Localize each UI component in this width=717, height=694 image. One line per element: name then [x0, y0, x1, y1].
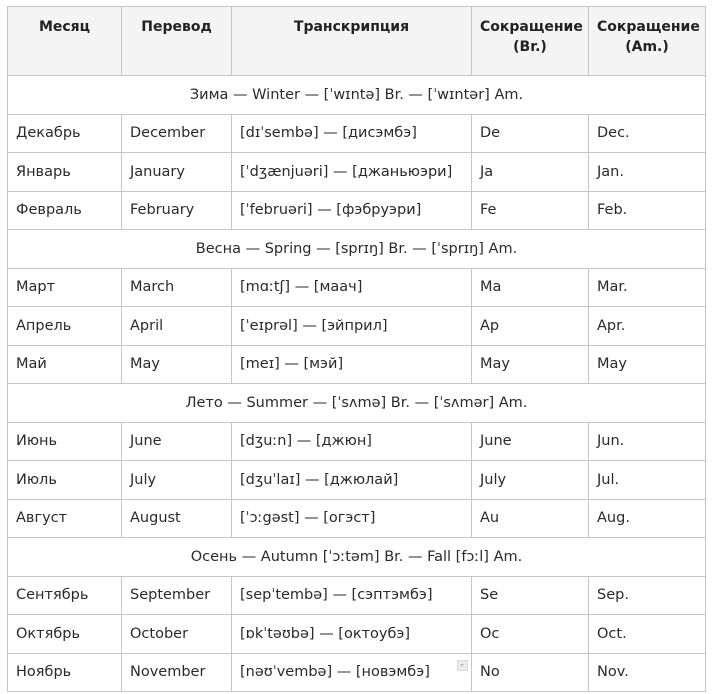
cell-abbr-br: Fe	[472, 191, 589, 230]
cell-abbr-br: Ja	[472, 153, 589, 192]
season-title: Осень — Autumn [ˈɔːtəm] Br. — Fall [fɔːl] Am.	[8, 538, 706, 577]
cell-abbr-br: Oc	[472, 615, 589, 654]
season-row-winter	[8, 76, 706, 115]
table-row	[8, 153, 706, 192]
header-abbr-am: Сокращение (Am.)	[589, 7, 706, 76]
cell-abbr-am: Jul.	[589, 461, 706, 500]
cell-abbr-br: July	[472, 461, 589, 500]
cell-month-ru: Февраль	[8, 191, 122, 230]
cell-transcription: [dɪˈsembə] — [дисэмбэ]	[232, 114, 472, 153]
table-row	[8, 191, 706, 230]
cell-month-en: November	[122, 653, 232, 692]
table-row	[8, 307, 706, 346]
table-row	[8, 576, 706, 615]
cell-transcription: [ˈfebruəri] — [фэбруэри]	[232, 191, 472, 230]
table-row	[8, 114, 706, 153]
cell-transcription: [ɒkˈtəʊbə] — [октоубэ]	[232, 615, 472, 654]
table-row	[8, 653, 706, 692]
cell-abbr-am: Dec.	[589, 114, 706, 153]
cell-month-ru: Декабрь	[8, 114, 122, 153]
cell-month-en: April	[122, 307, 232, 346]
table-row	[8, 615, 706, 654]
months-table	[7, 6, 706, 692]
cell-month-ru: Апрель	[8, 307, 122, 346]
season-title: Весна — Spring — [sprɪŋ] Br. — [ˈsprɪŋ] Am.	[8, 230, 706, 269]
cell-abbr-br: No	[472, 653, 589, 692]
cell-abbr-am: May	[589, 345, 706, 384]
cell-abbr-am: Nov.	[589, 653, 706, 692]
table-row	[8, 268, 706, 307]
cell-abbr-br: May	[472, 345, 589, 384]
cell-abbr-am: Jun.	[589, 422, 706, 461]
cell-transcription: [dʒuːn] — [джюн]	[232, 422, 472, 461]
header-translation: Перевод	[122, 7, 232, 76]
table-row	[8, 499, 706, 538]
header-month: Месяц	[8, 7, 122, 76]
cell-month-ru: Март	[8, 268, 122, 307]
cell-month-en: January	[122, 153, 232, 192]
cell-month-ru: Ноябрь	[8, 653, 122, 692]
season-row-summer	[8, 384, 706, 423]
cell-transcription: [meɪ] — [мэй]	[232, 345, 472, 384]
cell-month-en: May	[122, 345, 232, 384]
cell-abbr-am: Feb.	[589, 191, 706, 230]
cell-abbr-br: Ma	[472, 268, 589, 307]
cell-month-en: September	[122, 576, 232, 615]
table-row	[8, 345, 706, 384]
cell-transcription: [mɑːtʃ] — [маач]	[232, 268, 472, 307]
cell-month-ru: Июнь	[8, 422, 122, 461]
cell-month-ru: Август	[8, 499, 122, 538]
season-title: Зима — Winter — [ˈwɪntə] Br. — [ˈwɪntər] Am.	[8, 76, 706, 115]
cell-menu-icon[interactable]	[457, 660, 468, 671]
table-row	[8, 422, 706, 461]
cell-month-en: February	[122, 191, 232, 230]
cell-transcription: [nəʊˈvembə] — [новэмбэ]	[240, 664, 430, 681]
cell-month-en: October	[122, 615, 232, 654]
cell-transcription: [ˈdʒænjuəri] — [джаньюэри]	[232, 153, 472, 192]
header-abbr-br: Сокращение (Br.)	[472, 7, 589, 76]
cell-month-ru: Июль	[8, 461, 122, 500]
cell-transcription: [ˈeɪprəl] — [эйприл]	[232, 307, 472, 346]
cell-abbr-am: Oct.	[589, 615, 706, 654]
cell-abbr-br: Au	[472, 499, 589, 538]
cell-abbr-br: Se	[472, 576, 589, 615]
header-transcription: Транскрипция	[232, 7, 472, 76]
cell-abbr-am: Aug.	[589, 499, 706, 538]
cell-month-en: March	[122, 268, 232, 307]
cell-transcription: [sepˈtembə] — [сэптэмбэ]	[232, 576, 472, 615]
cell-month-ru: Май	[8, 345, 122, 384]
season-title: Лето — Summer — [ˈsʌmə] Br. — [ˈsʌmər] Am.	[8, 384, 706, 423]
cell-abbr-am: Jan.	[589, 153, 706, 192]
cell-month-ru: Сентябрь	[8, 576, 122, 615]
cell-month-en: August	[122, 499, 232, 538]
cell-abbr-am: Sep.	[589, 576, 706, 615]
cell-abbr-am: Mar.	[589, 268, 706, 307]
table-body	[8, 76, 706, 692]
header-row	[8, 7, 706, 76]
cell-abbr-br: June	[472, 422, 589, 461]
cell-abbr-am: Apr.	[589, 307, 706, 346]
months-table-container	[7, 6, 705, 692]
cell-transcription: [ˈɔːgəst] — [огэст]	[232, 499, 472, 538]
table-row	[8, 461, 706, 500]
cell-month-ru: Январь	[8, 153, 122, 192]
cell-transcription: [dʒuˈlaɪ] — [джюлай]	[232, 461, 472, 500]
cell-abbr-br: Ap	[472, 307, 589, 346]
season-row-spring	[8, 230, 706, 269]
cell-transcription-container	[232, 653, 472, 692]
table-header	[8, 7, 706, 76]
cell-month-ru: Октябрь	[8, 615, 122, 654]
cell-abbr-br: De	[472, 114, 589, 153]
cell-month-en: June	[122, 422, 232, 461]
cell-month-en: December	[122, 114, 232, 153]
cell-month-en: July	[122, 461, 232, 500]
season-row-autumn	[8, 538, 706, 577]
